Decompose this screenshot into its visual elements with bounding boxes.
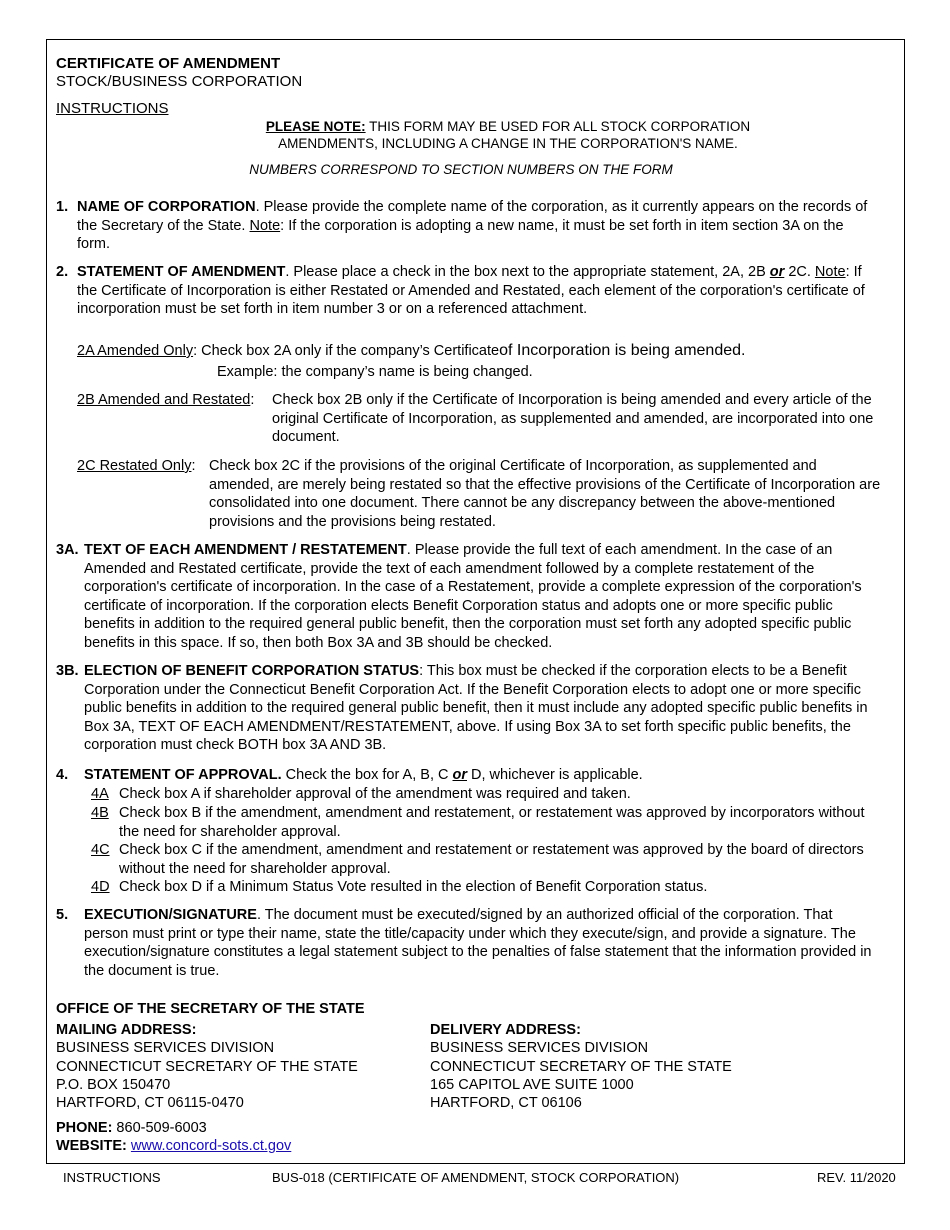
item4-text: STATEMENT OF APPROVAL. Check the box for A, B, C or D, whichever is applicable. <box>84 767 643 783</box>
item2-number: 2. <box>56 264 69 280</box>
item3b-text: ELECTION OF BENEFIT CORPORATION STATUS: This box must be checked if the corporation elects to be a Benefit Corporation under the Connecticut Benefit Corporation Act. If the Benefit Corporation elects to adopt one or more specific public benefits in addition to the required general public benefit, then it must include any adopted specific public benefits in Box 3A, TEXT OF EACH AMENDMENT/RESTATEMENT, above. If using Box 3A to set forth specific public benefits, the corporation must check BOTH box 3A AND 3B. <box>84 663 868 754</box>
phone-label: PHONE: <box>56 1120 113 1136</box>
website-label: WEBSITE: <box>56 1138 127 1154</box>
item5-heading: EXECUTION/SIGNATURE <box>84 907 257 923</box>
delivery-address-label: DELIVERY ADDRESS: <box>430 1022 581 1038</box>
item3b-heading: ELECTION OF BENEFIT CORPORATION STATUS <box>84 663 420 679</box>
instructions-heading: INSTRUCTIONS <box>56 100 169 117</box>
footer-center: BUS-018 (CERTIFICATE OF AMENDMENT, STOCK CORPORATION) <box>272 1170 680 1185</box>
item2b-text: Check box 2B only if the Certificate of Incorporation is being amended and every article of the original Certificate of Incorporation, as supplemented and amended, are incorporated into one document. <box>272 392 874 446</box>
item2a-line2: Example: the company’s name is being changed. <box>217 364 533 380</box>
please-note-line1 <box>0 118 950 137</box>
mailing-address-line: P.O. BOX 150470 <box>56 1077 171 1093</box>
website-link[interactable]: www.concord-sots.ct.gov <box>130 1138 292 1154</box>
website-line <box>56 1137 291 1156</box>
delivery-address-line: 165 CAPITOL AVE SUITE 1000 <box>430 1077 634 1093</box>
item5-text: EXECUTION/SIGNATURE. The document must be executed/signed by an authorized official of the corporation. That person must print or type their name, state the title/capacity under which they execute/sign, and provide a signature. The execution/signature constitutes a legal statement subject to the penalties of false statement that the information provided in the document is true. <box>84 907 872 979</box>
item2b-label: 2B Amended and Restated <box>77 392 251 408</box>
form-subtitle: STOCK/BUSINESS CORPORATION <box>56 73 303 90</box>
item2b-label-wrap: 2B Amended and Restated: <box>77 392 255 408</box>
item3a-number: 3A. <box>56 542 79 558</box>
item2a-line1: 2A Amended Only: Check box 2A only if the company’s Certificateof Incorporation is being amended. <box>77 342 746 359</box>
office-title: OFFICE OF THE SECRETARY OF THE STATE <box>56 1001 365 1017</box>
item1-heading: NAME OF CORPORATION <box>77 199 256 215</box>
phone-line <box>56 1119 207 1138</box>
footer-right: REV. 11/2020 <box>817 1170 896 1185</box>
item3a-text: TEXT OF EACH AMENDMENT / RESTATEMENT. Please provide the full text of each amendment. In the case of an Amended and Restated certificate, provide the text of each amendment followed by a complete restatement of the corporation's certificate of incorporation. In the case of a Restatement, provide a complete expression of the corporation's certificate of incorporation. If the corporation elects Benefit Corporation status and adopts one or more specific public benefits in addition to the required general public benefit, then the corporation must set forth any adopted specific public benefits in this space. If so, then both Box 3A and 3B should be checked. <box>84 542 862 651</box>
item4-number: 4. <box>56 767 69 783</box>
delivery-address-line: HARTFORD, CT 06106 <box>430 1095 582 1111</box>
item2-text: STATEMENT OF AMENDMENT. Please place a check in the box next to the appropriate statement, 2A, 2B or 2C. Note: If the Certificate of Incorporation is either Restated or Amended and Restated, each element of the corporation's certificate of incorporation must be set forth in item number 3 or on a referenced attachment. <box>77 264 865 318</box>
item2c-text: Check box 2C if the provisions of the original Certificate of Incorporation, as supplemented and amended, are merely being restated so that the effective provisions of the Certificate of Incorporation are consolidated into one document. There cannot be any discrepancy between the above-mentioned provisions and the provisions being restated. <box>209 458 881 530</box>
mailing-address-label: MAILING ADDRESS: <box>56 1022 197 1038</box>
item4c-text: Check box C if the amendment, amendment and restatement or restatement was approved by the board of directors without the need for shareholder approval. <box>119 842 864 877</box>
delivery-address-line: BUSINESS SERVICES DIVISION <box>430 1040 649 1056</box>
item2c-label-wrap: 2C Restated Only: <box>77 458 196 474</box>
item1-text: NAME OF CORPORATION. Please provide the complete name of the corporation, as it currently appears on the records of the Secretary of the State. Note: If the corporation is adopting a new name, it must be set forth in item section 3A on the form. <box>77 199 868 253</box>
item4d-label: 4D <box>91 879 110 895</box>
item4c-label: 4C <box>91 842 110 858</box>
mailing-address-line: CONNECTICUT SECRETARY OF THE STATE <box>56 1059 358 1075</box>
item4-heading: STATEMENT OF APPROVAL. <box>84 767 282 783</box>
item4d-text: Check box D if a Minimum Status Vote resulted in the election of Benefit Corporation status. <box>119 879 708 895</box>
item3a-heading: TEXT OF EACH AMENDMENT / RESTATEMENT <box>84 542 407 558</box>
item4a-text: Check box A if shareholder approval of the amendment was required and taken. <box>119 786 631 802</box>
item3b-number: 3B. <box>56 663 79 679</box>
footer-left: INSTRUCTIONS <box>63 1170 161 1185</box>
item2a-label: 2A Amended Only <box>77 343 194 359</box>
mailing-address-line: BUSINESS SERVICES DIVISION <box>56 1040 275 1056</box>
item1-number: 1. <box>56 199 69 215</box>
item2-heading: STATEMENT OF AMENDMENT <box>77 264 286 280</box>
please-note-text1: THIS FORM MAY BE USED FOR ALL STOCK CORPORATION <box>369 119 751 134</box>
mailing-address-line: HARTFORD, CT 06115-0470 <box>56 1095 244 1111</box>
phone-number: 860-509-6003 <box>112 1120 207 1136</box>
delivery-address-line: CONNECTICUT SECRETARY OF THE STATE <box>430 1059 732 1075</box>
please-note-line2: AMENDMENTS, INCLUDING A CHANGE IN THE CORPORATION'S NAME. <box>278 136 738 151</box>
form-title: CERTIFICATE OF AMENDMENT <box>56 55 281 72</box>
numbers-note: NUMBERS CORRESPOND TO SECTION NUMBERS ON THE FORM <box>249 162 673 177</box>
item2c-label: 2C Restated Only <box>77 458 192 474</box>
please-note-label: PLEASE NOTE: <box>265 119 366 134</box>
item4b-text: Check box B if the amendment, amendment and restatement, or restatement was approved by incorporators without the need for shareholder approval. <box>119 805 865 840</box>
item4b-label: 4B <box>91 805 109 821</box>
item4a-label: 4A <box>91 786 109 802</box>
item5-number: 5. <box>56 907 69 923</box>
